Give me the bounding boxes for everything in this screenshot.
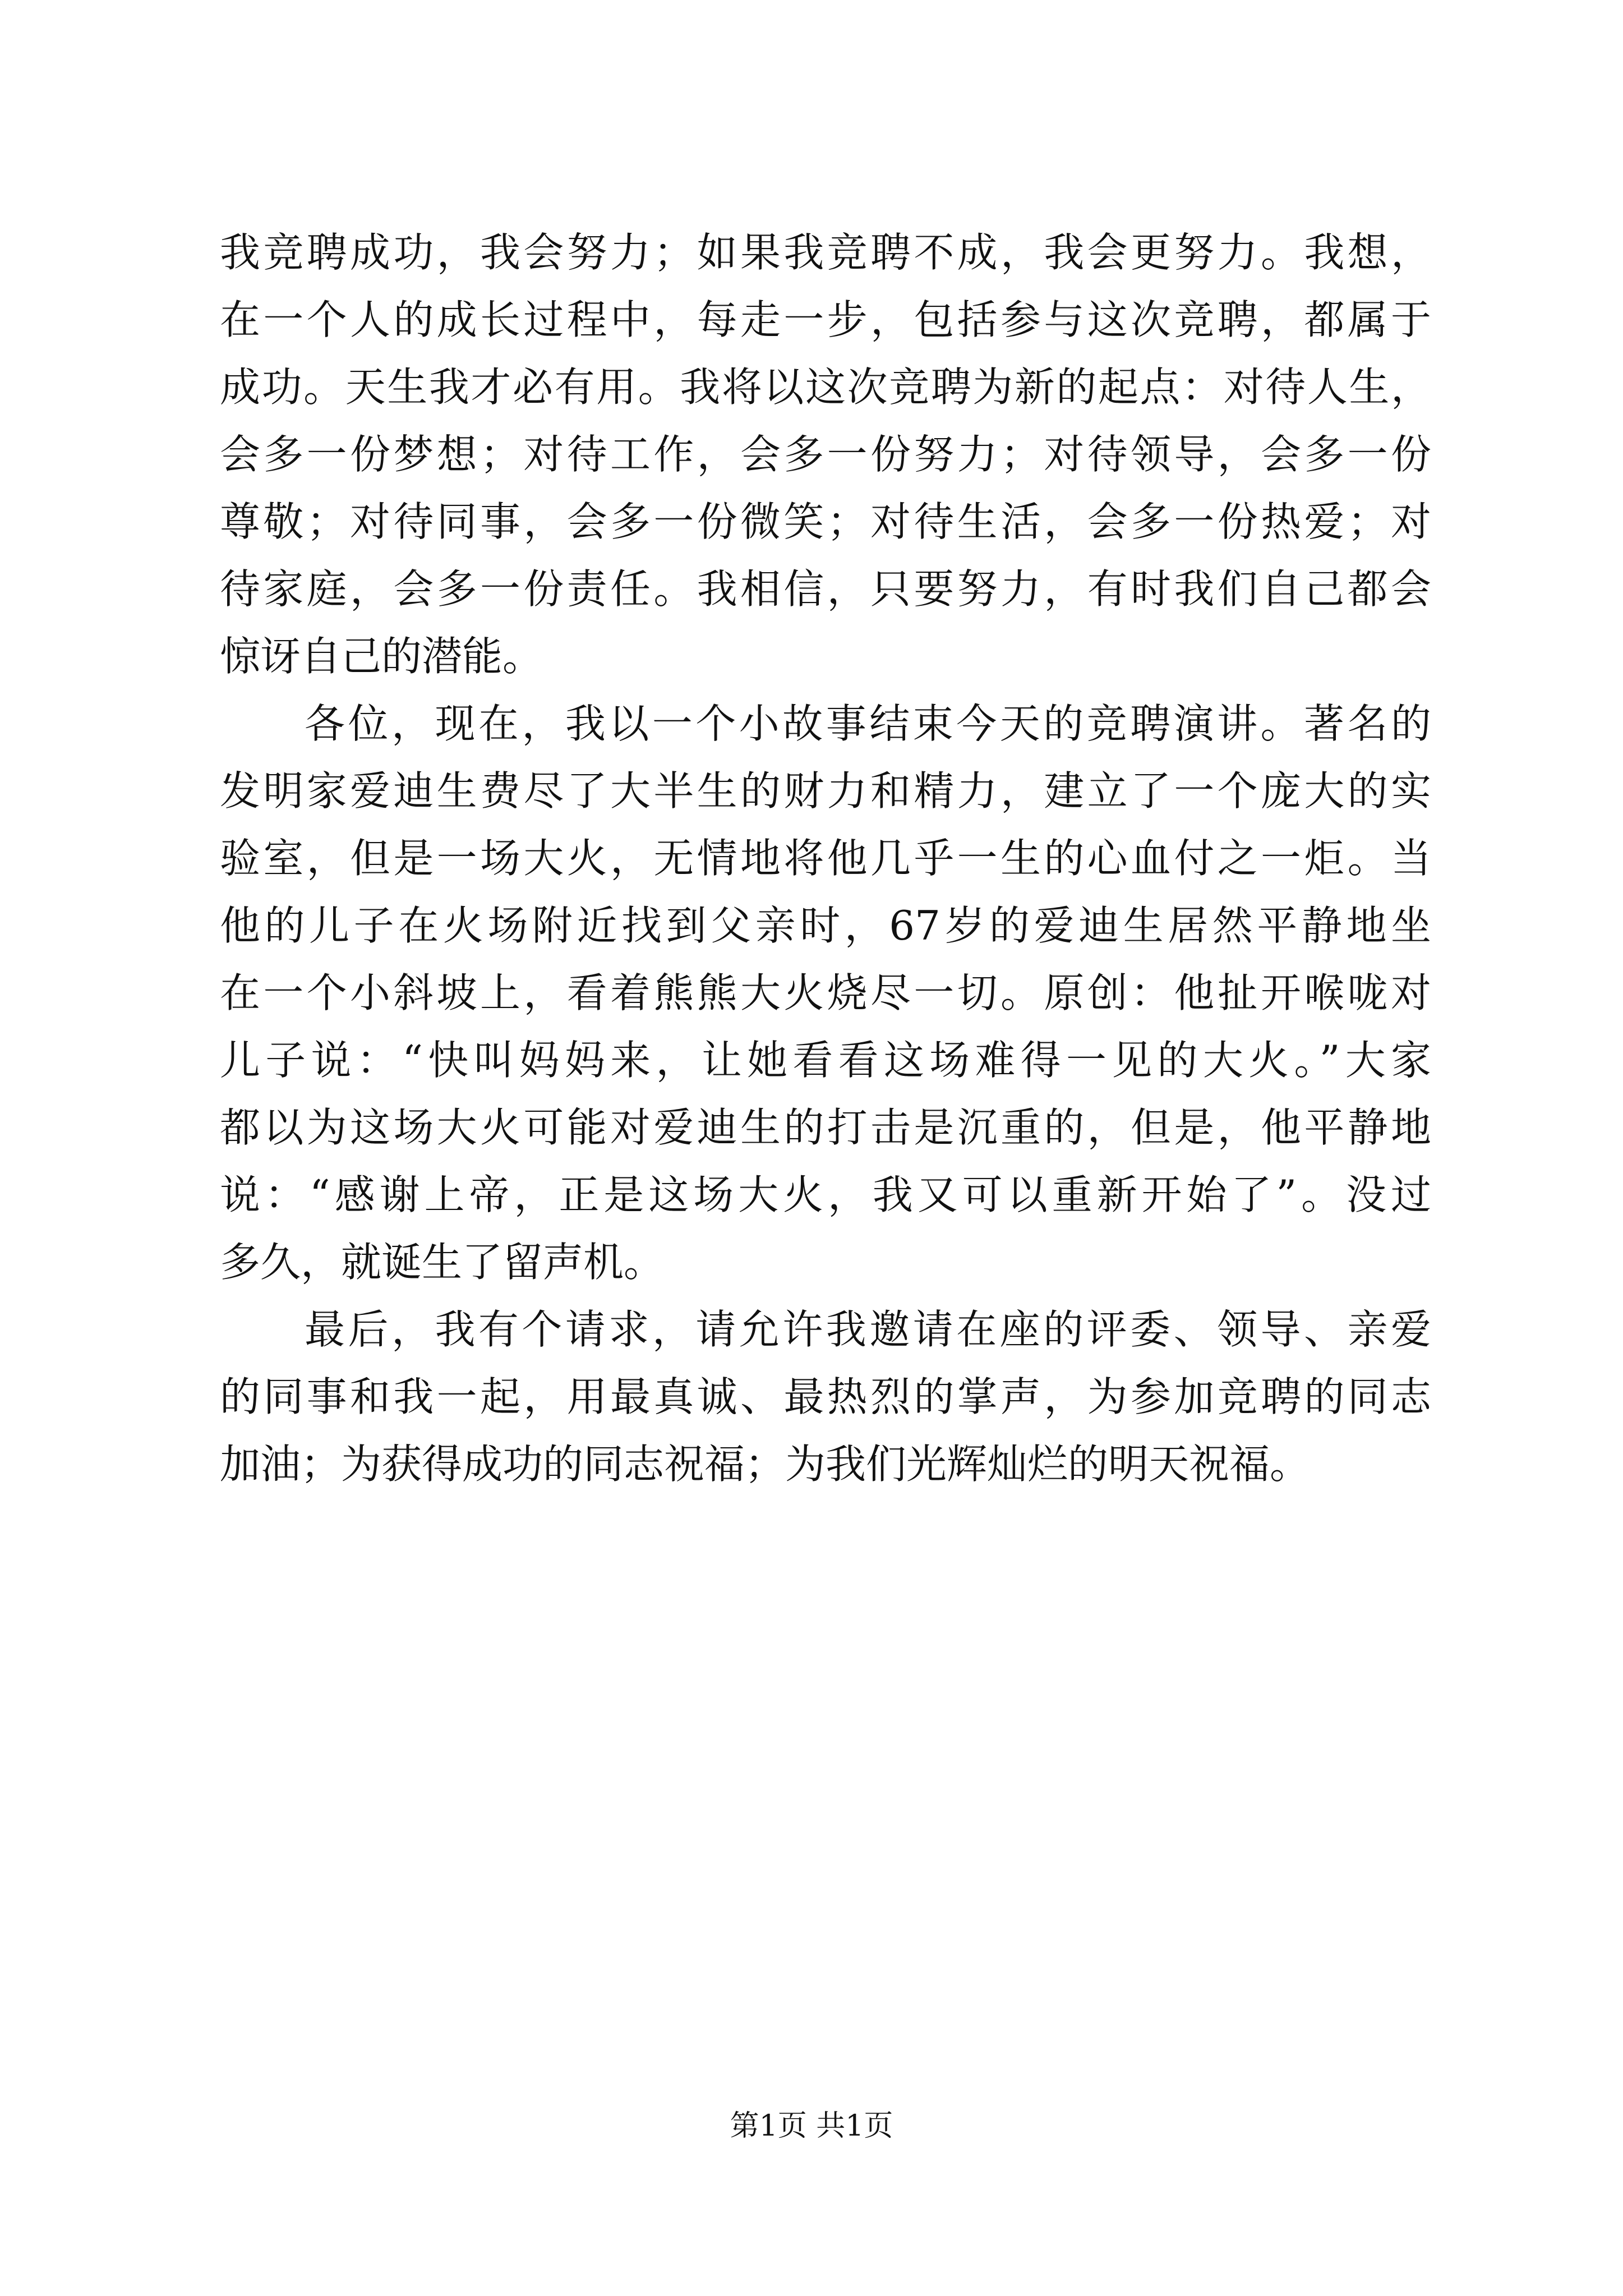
paragraph-3 <box>220 1296 1431 1498</box>
text-line: 尊敬；对待同事，会多一份微笑；对待生活，会多一份热爱；对 <box>220 498 1431 545</box>
text-line: 验室，但是一场大火，无情地将他几乎一生的心血付之一炬。当 <box>220 835 1431 882</box>
page-footer <box>0 2106 1623 2146</box>
text-line: 加油；为获得成功的同志祝福；为我们光辉灿烂的明天祝福。 <box>220 1441 1311 1488</box>
text-line: 待家庭，会多一份责任。我相信，只要努力，有时我们自己都会 <box>220 565 1431 613</box>
text-line: 各位，现在，我以一个小故事结束今天的竞聘演讲。著名的 <box>305 700 1431 747</box>
text-line: 在一个小斜坡上，看着熊熊大火烧尽一切。原创：他扯开喉咙对 <box>220 969 1431 1016</box>
paragraph-2 <box>220 690 1431 1296</box>
page-number-label: 第1页 共1页 <box>730 2109 893 2143</box>
text-line: 的同事和我一起，用最真诚、最热烈的掌声，为参加竞聘的同志 <box>220 1373 1431 1420</box>
text-line: 说：“感谢上帝，正是这场大火，我又可以重新开始了”。没过 <box>220 1171 1431 1218</box>
text-line: 在一个人的成长过程中，每走一步，包括参与这次竞聘，都属于 <box>220 296 1431 343</box>
text-line: 他的儿子在火场附近找到父亲时，67岁的爱迪生居然平静地坐 <box>220 902 1431 949</box>
text-line: 最后，我有个请求，请允许我邀请在座的评委、领导、亲爱 <box>305 1306 1431 1353</box>
text-line: 发明家爱迪生费尽了大半生的财力和精力，建立了一个庞大的实 <box>220 767 1431 815</box>
text-line: 成功。天生我才必有用。我将以这次竞聘为新的起点：对待人生， <box>220 364 1431 411</box>
text-line: 儿子说：“快叫妈妈来，让她看看这场难得一见的大火。”大家 <box>220 1037 1431 1084</box>
text-line: 都以为这场大火可能对爱迪生的打击是沉重的，但是，他平静地 <box>220 1104 1431 1151</box>
text-line: 惊讶自己的潜能。 <box>220 633 543 680</box>
text-line: 会多一份梦想；对待工作，会多一份努力；对待领导，会多一份 <box>220 431 1431 478</box>
text-line: 我竞聘成功，我会努力；如果我竞聘不成，我会更努力。我想， <box>220 229 1431 276</box>
text-line: 多久，就诞生了留声机。 <box>220 1239 665 1286</box>
body-text <box>220 219 1431 1498</box>
paragraph-1 <box>220 219 1431 690</box>
